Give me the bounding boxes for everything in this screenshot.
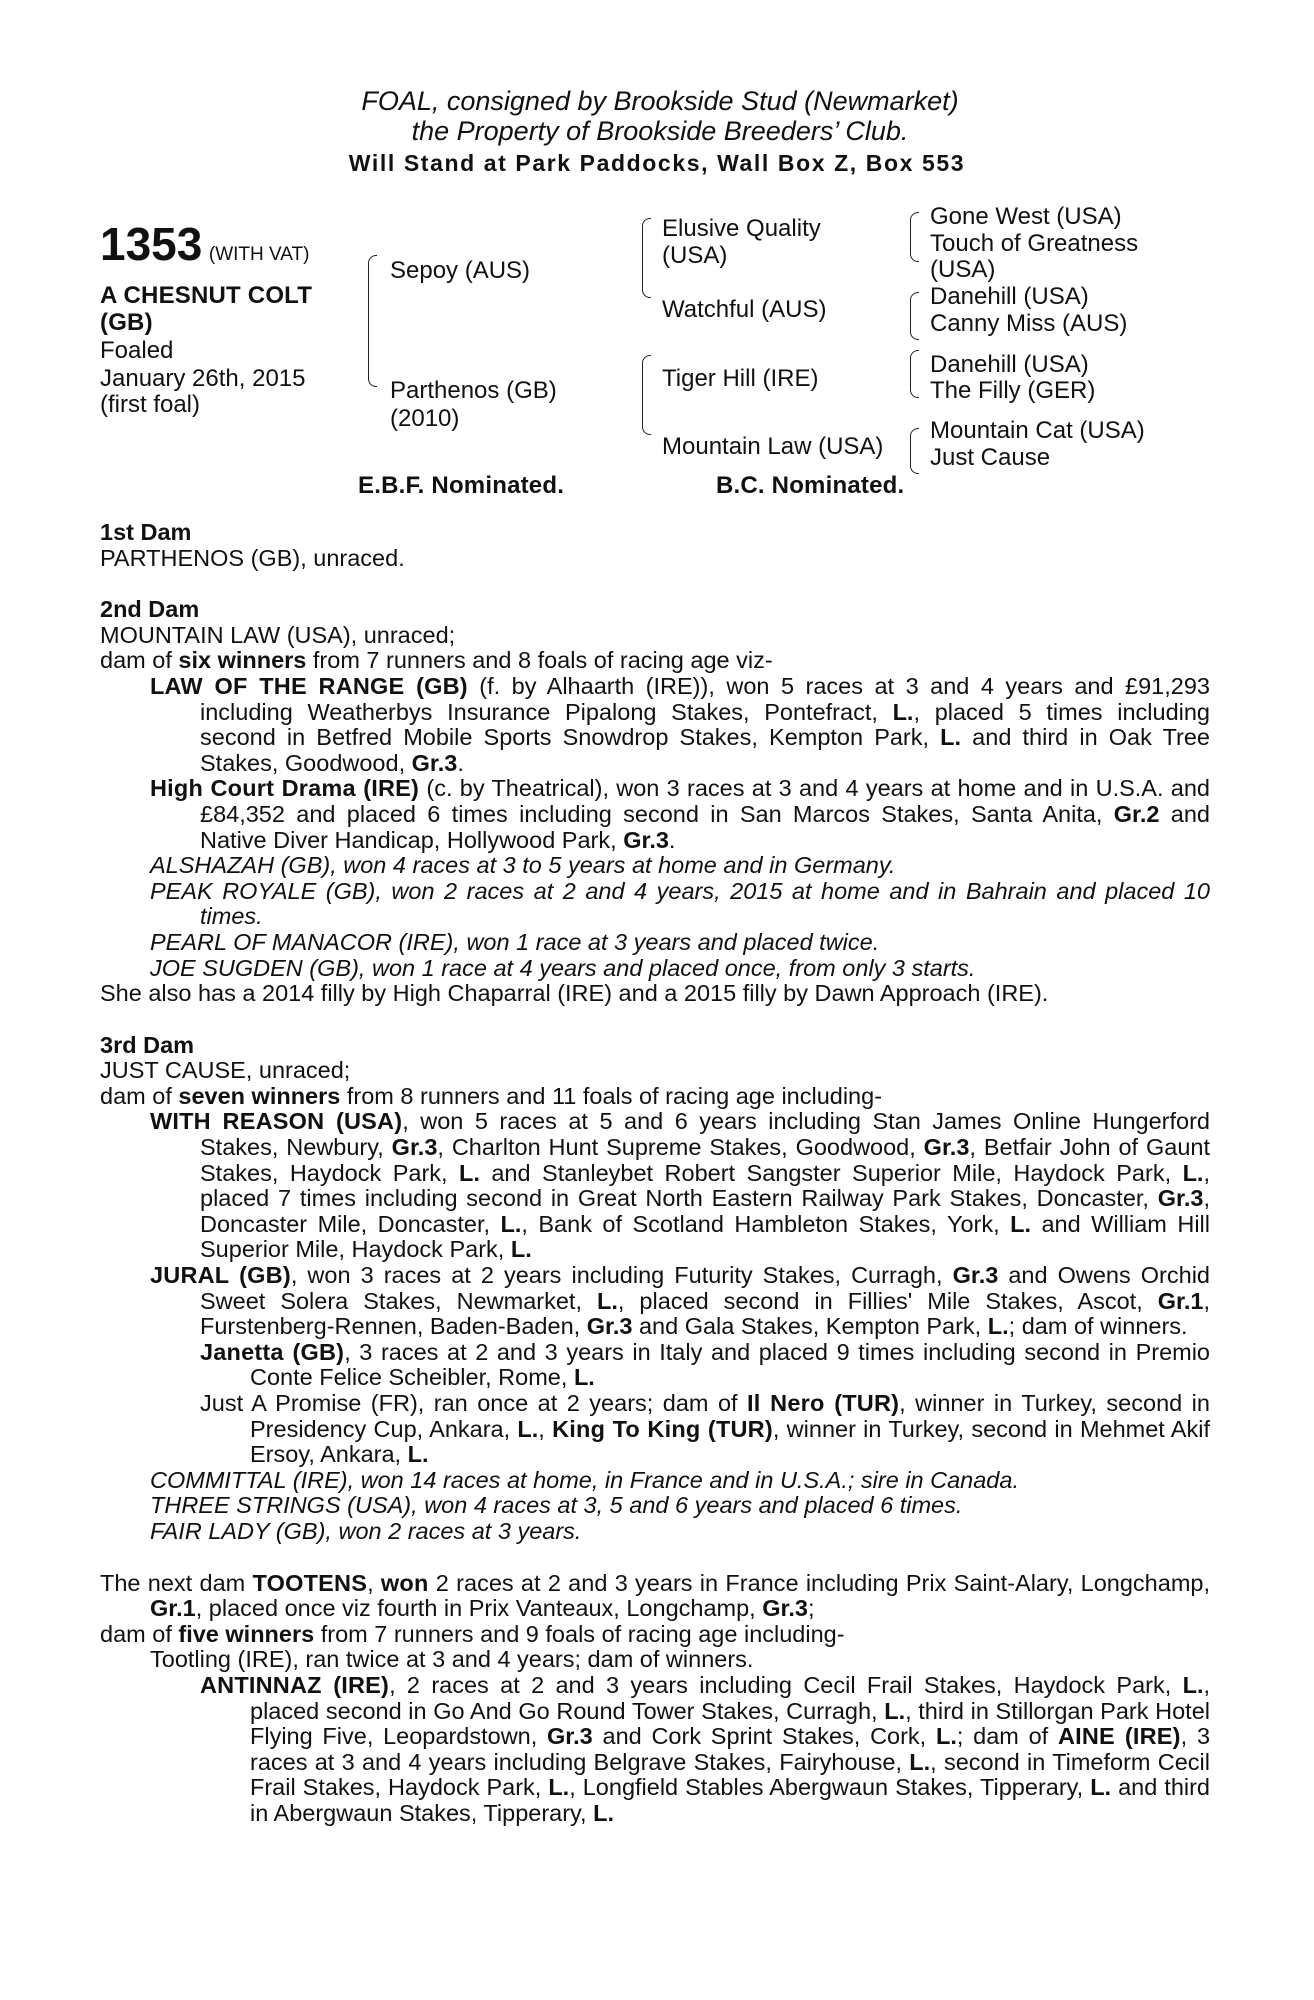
page-header: [0, 86, 1314, 178]
pedigree-ssd: Touch of Greatness: [930, 230, 1139, 257]
pedigree-sire: Sepoy (AUS): [390, 257, 531, 284]
first-dam-heading: 1st Dam: [100, 519, 192, 545]
produce-with-reason: WITH REASON (USA), won 5 races at 5 and 6 years including Stan James Online Hungerford Stakes, Newbury, Gr.3, Charlton Hunt Supreme Stakes, Goodwood, Gr.3, Betfair John of Gaunt Stakes, Haydock Park, L. and Stanleybet Robert Sangster Superior Mile, Haydock Park, L., placed 7 times including second in Great North Eastern Railway Park Stakes, Doncaster, Gr.3, Doncaster Mile, Doncaster, L., Bank of Scotland Hambleton Stakes, York, L. and William Hill Superior Mile, Haydock Park, L.: [150, 1108, 1210, 1263]
foaled-date: January 26th, 2015: [100, 365, 306, 392]
brace-gen3-2: [910, 292, 919, 340]
stabling-line: Will Stand at Park Paddocks, Wall Box Z, Box 553: [348, 150, 966, 176]
vat-label: (WITH VAT): [208, 244, 310, 265]
brace-dam-line: [642, 355, 651, 435]
second-dam-summary: dam of six winners from 7 runners and 8 foals of racing age viz-: [100, 647, 773, 674]
produce-law-of-the-range: LAW OF THE RANGE (GB) (f. by Alhaarth (IRE)), won 5 races at 3 and 4 years and £91,293 including Weatherbys Insurance Pipalong Stakes, Pontefract, L., placed 5 times including second in Betfred Mobile Sports Snowdrop Stakes, Kempton Park, L. and third in Oak Tree Stakes, Goodwood, Gr.3.: [150, 672, 1211, 776]
produce-tootling: Tootling (IRE), ran twice at 3 and 4 years; dam of winners.: [150, 1646, 754, 1673]
brace-gen3-3: [910, 350, 919, 398]
brace-gen3-4: [910, 428, 919, 474]
produce-jural: JURAL (GB), won 3 races at 2 years including Futurity Stakes, Curragh, Gr.3 and Owens Orchid Sweet Solera Stakes, Newmarket, L., placed second in Fillies' Mile Stakes, Ascot, Gr.1, Furstenberg-Rennen, Baden-Baden, Gr.3 and Gala Stakes, Kempton Park, L.; dam of winners.: [150, 1262, 1210, 1340]
pedigree-sire-sire-country: (USA): [662, 242, 728, 269]
horse-name: Janetta (GB): [200, 1338, 345, 1365]
foaled-label: Foaled: [100, 337, 174, 364]
pedigree-dsd: The Filly (GER): [930, 377, 1096, 404]
first-dam-text: PARTHENOS (GB), unraced.: [100, 544, 405, 571]
pedigree-dds: Mountain Cat (USA): [930, 417, 1145, 444]
horse-name: JURAL (GB): [150, 1262, 291, 1289]
lot-title: A CHESNUT COLT: [100, 282, 313, 309]
produce-pearl-of-manacor: PEARL OF MANACOR (IRE), won 1 race at 3 years and placed twice.: [150, 928, 880, 955]
brace-sire-line: [642, 218, 651, 298]
produce-antinnaz: ANTINNAZ (IRE), 2 races at 2 and 3 years including Cecil Frail Stakes, Haydock Park, L., placed second in Go And Go Round Tower Stakes, Curragh, L., third in Stillorgan Park Hotel Flying Five, Leopardstown, Gr.3 and Cork Sprint Stakes, Cork, L.; dam of AINE (IRE), 3 races at 3 and 4 years including Belgrave Stakes, Fairyhouse, L., second in Timeform Cecil Frail Stakes, Haydock Park, L., Longfield Stables Abergwaun Stakes, Tipperary, L. and third in Abergwaun Stakes, Tipperary, L.: [200, 1671, 1211, 1826]
property-line: the Property of Brookside Breeders’ Club.: [411, 116, 909, 146]
fourth-dam-summary: dam of five winners from 7 runners and 9 foals of racing age including-: [100, 1620, 845, 1647]
first-foal-note: (first foal): [100, 391, 201, 418]
horse-name: ANTINNAZ (IRE): [200, 1671, 390, 1698]
pedigree-dam-year: (2010): [390, 405, 460, 432]
produce-peak-royale: PEAK ROYALE (GB), won 2 races at 2 and 4 years, 2015 at home and in Bahrain and placed 10 times.: [150, 877, 1211, 930]
pedigree-dam-sire: Tiger Hill (IRE): [662, 365, 819, 392]
horse-name: LAW OF THE RANGE (GB): [150, 672, 468, 699]
pedigree-ssd-country: (USA): [930, 256, 996, 283]
pedigree-sire-sire: Elusive Quality: [662, 215, 821, 242]
produce-fair-lady: FAIR LADY (GB), won 2 races at 3 years.: [150, 1517, 582, 1544]
brace-gen1: [368, 255, 377, 387]
pedigree-dam: Parthenos (GB): [390, 377, 557, 404]
consignor-line: FOAL, consigned by Brookside Stud (Newmarket): [361, 86, 959, 116]
pedigree-dss: Danehill (USA): [930, 351, 1089, 378]
third-dam-summary: dam of seven winners from 8 runners and 11 foals of racing age including-: [100, 1082, 883, 1109]
produce-joe-sugden: JOE SUGDEN (GB), won 1 race at 4 years and placed once, from only 3 starts.: [150, 954, 976, 981]
pedigree-ddd: Just Cause: [930, 444, 1051, 471]
brace-gen3-1: [910, 212, 919, 262]
pedigree-dam-dam: Mountain Law (USA): [662, 433, 884, 460]
third-dam-heading: 3rd Dam: [100, 1031, 195, 1058]
pedigree-sdd: Canny Miss (AUS): [930, 310, 1128, 337]
second-dam-heading: 2nd Dam: [100, 596, 200, 623]
second-dam-also: She also has a 2014 filly by High Chaparral (IRE) and a 2015 filly by Dawn Approach (IRE).: [100, 980, 1049, 1007]
ebf-nominated: E.B.F. Nominated.: [358, 472, 565, 499]
third-dam-line: JUST CAUSE, unraced;: [100, 1057, 351, 1084]
second-dam-line: MOUNTAIN LAW (USA), unraced;: [100, 621, 456, 648]
produce-committal: COMMITTAL (IRE), won 14 races at home, in France and in U.S.A.; sire in Canada.: [150, 1466, 1019, 1493]
fourth-dam-line: The next dam TOOTENS, won 2 races at 2 and 3 years in France including Prix Saint-Alary, Longchamp, Gr.1, placed once viz fourth in Prix Vanteaux, Longchamp, Gr.3;: [100, 1569, 1210, 1622]
produce-three-strings: THREE STRINGS (USA), won 4 races at 3, 5 and 6 years and placed 6 times.: [150, 1492, 963, 1519]
produce-high-court-drama: High Court Drama (IRE) (c. by Theatrical), won 3 races at 3 and 4 years at home and in U.S.A. and £84,352 and placed 6 times including second in San Marcos Stakes, Santa Anita, Gr.2 and Native Diver Handicap, Hollywood Park, Gr.3.: [150, 775, 1210, 853]
horse-name: WITH REASON (USA): [150, 1108, 403, 1135]
produce-record: [100, 520, 1210, 1827]
produce-just-a-promise: Just A Promise (FR), ran once at 2 years; dam of Il Nero (TUR), winner in Turkey, second in Presidency Cup, Ankara, L., King To King (TUR), winner in Turkey, second in Mehmet Akif Ersoy, Ankara, L.: [200, 1390, 1210, 1468]
horse-name: High Court Drama (IRE): [150, 775, 420, 802]
pedigree-sds: Danehill (USA): [930, 283, 1089, 310]
lot-number-row: [100, 220, 309, 268]
pedigree-sss: Gone West (USA): [930, 203, 1122, 230]
produce-alshazah: ALSHAZAH (GB), won 4 races at 3 to 5 years at home and in Germany.: [150, 852, 896, 879]
bc-nominated: B.C. Nominated.: [716, 472, 905, 499]
lot-title-country: (GB): [100, 309, 153, 336]
produce-janetta: Janetta (GB), 3 races at 2 and 3 years in Italy and placed 9 times including second in Premio Conte Felice Scheibler, Rome, L.: [200, 1338, 1211, 1391]
pedigree-sire-dam: Watchful (AUS): [662, 296, 827, 323]
lot-number: 1353: [100, 218, 203, 270]
